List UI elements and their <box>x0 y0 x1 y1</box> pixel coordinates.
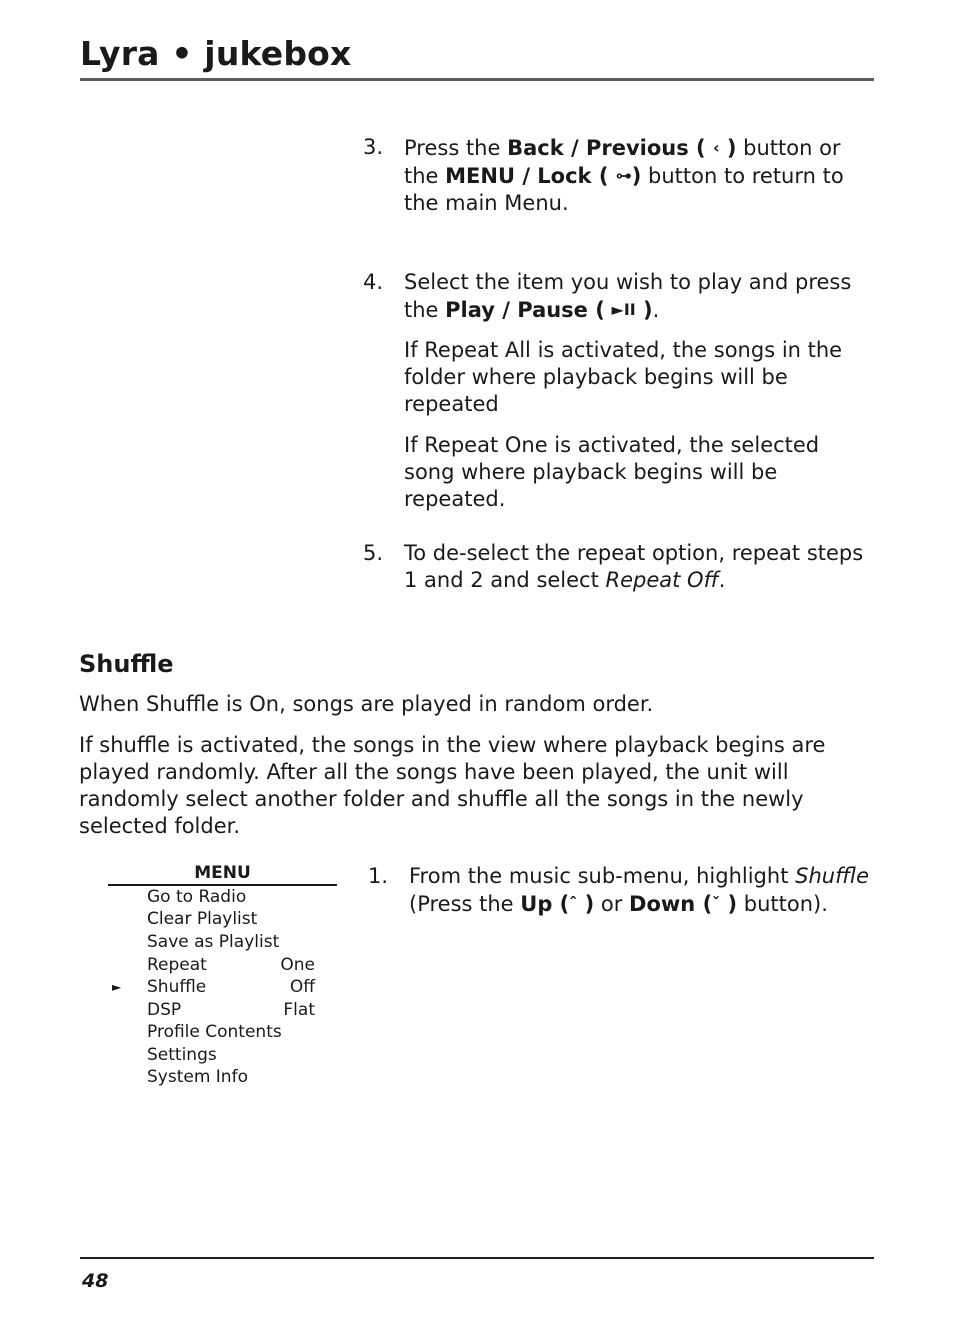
text: Select the item you wish to play and press the <box>404 270 852 322</box>
step-3 <box>363 134 873 224</box>
menu-item-value: Flat <box>283 1000 315 1020</box>
play-pause-label: Play / Pause ( <box>445 298 605 322</box>
text: (Press the <box>409 892 521 916</box>
step-number: 3. <box>363 135 384 159</box>
text: ) <box>720 892 738 916</box>
menu-item-label: Repeat <box>147 955 207 975</box>
repeat-off-label: Repeat Off <box>605 568 719 592</box>
repeat-one-note: If Repeat One is activated, the selected song where playback begins will be repeated. <box>404 433 820 511</box>
text: From the music sub-menu, highlight <box>409 864 796 888</box>
menu-item-system-info <box>108 1066 337 1088</box>
text: To de-select the repeat option, repeat steps 1 and 2 and select <box>404 541 864 592</box>
step-text <box>409 863 875 918</box>
step-text <box>404 269 874 324</box>
step-text <box>404 540 874 594</box>
footer-divider <box>80 1257 874 1259</box>
text: button). <box>737 892 828 916</box>
menu-item-label: Clear Playlist <box>147 909 258 929</box>
text: ) <box>631 164 642 188</box>
section-title: Shuffle <box>79 650 174 678</box>
step-4 <box>363 269 873 329</box>
text: ) <box>635 298 653 322</box>
page-number: 48 <box>82 1270 109 1292</box>
step-text <box>404 134 874 217</box>
menu-item-dsp <box>108 999 337 1021</box>
menu-item-label: Profile Contents <box>147 1022 282 1042</box>
menu-item-label: Save as Playlist <box>147 932 280 952</box>
menu-item-label: Go to Radio <box>147 887 247 907</box>
down-icon: ˇ <box>712 894 721 913</box>
header-divider <box>80 78 874 81</box>
menu-item-label: DSP <box>147 1000 182 1020</box>
text: ) <box>577 892 595 916</box>
menu-item-clear-playlist <box>108 908 337 930</box>
menu-item-shuffle <box>108 976 337 998</box>
menu-item-settings <box>108 1044 337 1066</box>
step-number: 1. <box>368 864 389 888</box>
step-number: 4. <box>363 270 384 294</box>
step-number: 5. <box>363 541 384 565</box>
play-pause-icon: ►II <box>611 300 636 319</box>
text: button or the <box>404 136 841 188</box>
text: ) <box>719 136 737 160</box>
shuffle-description: If shuffle is activated, the songs in the view where playback begins are played randomly. After all the songs have been played, the unit will randomly select another folder and shuffle all the songs in the newly selected folder. <box>79 733 826 838</box>
shuffle-label: Shuffle <box>795 864 869 888</box>
text: Press the <box>404 136 508 160</box>
step-5 <box>363 540 873 600</box>
selection-arrow-icon: ► <box>112 980 122 994</box>
menu-item-save-as-playlist <box>108 931 337 953</box>
text: button to return to the main Menu. <box>404 164 844 215</box>
text: . <box>718 568 726 592</box>
text: or <box>594 892 630 916</box>
menu-item-go-to-radio <box>108 886 337 908</box>
back-previous-label: Back / Previous ( <box>507 136 713 160</box>
shuffle-intro: When Shuffle is On, songs are played in random order. <box>79 692 654 716</box>
repeat-all-note: If Repeat All is activated, the songs in the folder where playback begins will be repeated <box>404 338 843 416</box>
menu-item-profile-contents <box>108 1021 337 1043</box>
lock-icon: ⊶ <box>615 166 632 185</box>
menu-item-repeat <box>108 954 337 976</box>
menu-item-label: System Info <box>147 1067 248 1087</box>
shuffle-step-1 <box>368 863 873 923</box>
menu-lock-label: MENU / Lock ( <box>445 164 616 188</box>
up-icon: ˆ <box>569 894 578 913</box>
up-label: Up ( <box>520 892 570 916</box>
text: . <box>652 298 660 322</box>
page-header-title: Lyra • jukebox <box>80 34 352 73</box>
menu-title: MENU <box>194 863 251 883</box>
menu-screen-illustration <box>108 862 337 1094</box>
back-icon: ‹ <box>712 138 720 157</box>
menu-item-value: One <box>280 955 315 975</box>
down-label: Down ( <box>629 892 713 916</box>
menu-item-value: Off <box>289 977 315 997</box>
menu-item-label: Shuffle <box>147 977 207 997</box>
menu-item-label: Settings <box>147 1045 217 1065</box>
